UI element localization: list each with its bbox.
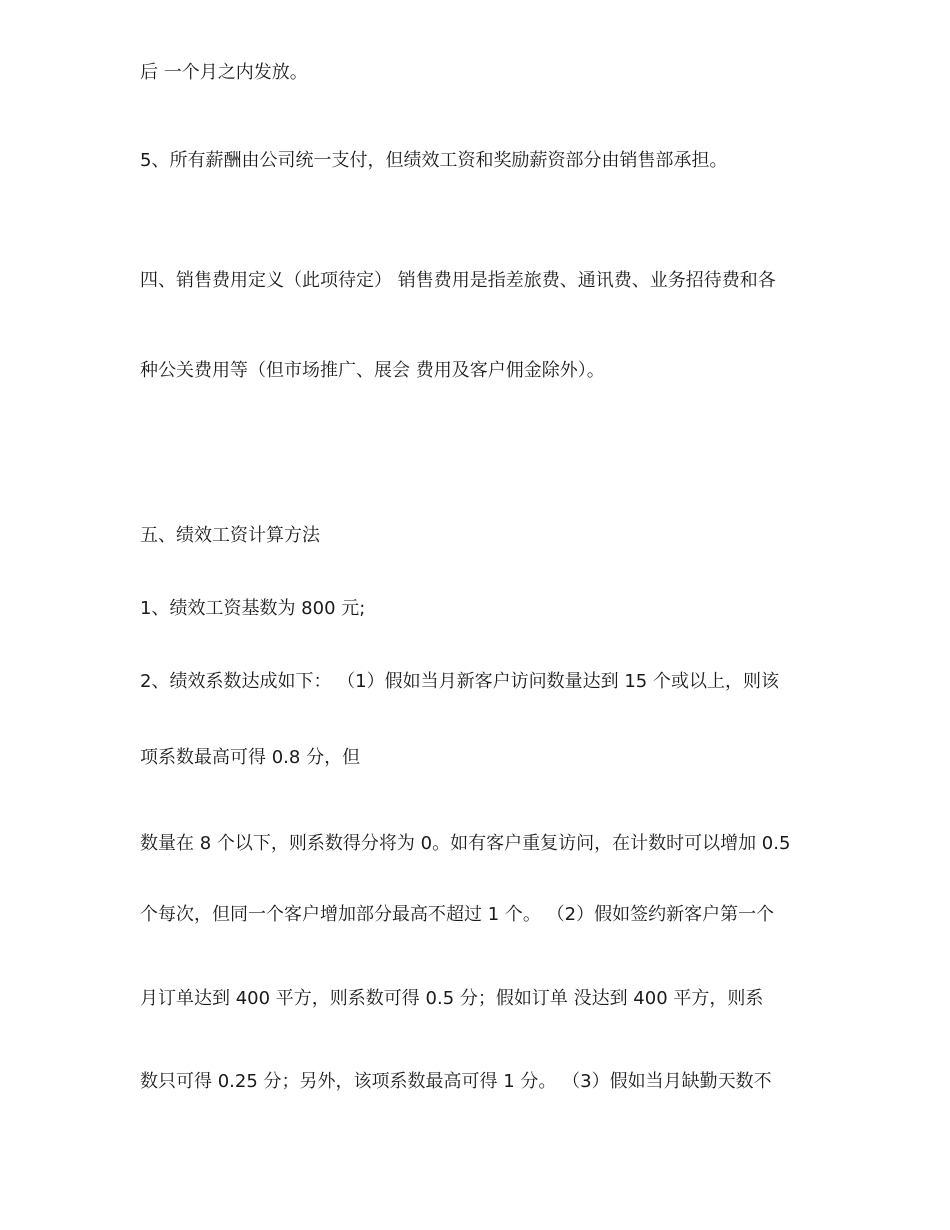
text-line-10: 个每次，但同一个客户增加部分最高不超过 1 个。 （2）假如签约新客户第一个: [140, 904, 775, 925]
text-line-1: 后 一个月之内发放。: [140, 62, 308, 83]
text-line-4: 种公关费用等（但市场推广、展会 费用及客户佣金除外）。: [140, 360, 605, 381]
text-line-12: 数只可得 0.25 分；另外，该项系数最高可得 1 分。 （3）假如当月缺勤天数不: [140, 1071, 772, 1092]
text-line-8: 项系数最高可得 0.8 分，但: [140, 747, 361, 768]
text-line-3: 四、销售费用定义（此项待定） 销售费用是指差旅费、通讯费、业务招待费和各: [140, 270, 776, 291]
section-heading: 五、绩效工资计算方法: [140, 525, 320, 546]
text-line-7: 2、绩效系数达成如下： （1）假如当月新客户访问数量达到 15 个或以上，则该: [140, 671, 779, 692]
text-line-9: 数量在 8 个以下，则系数得分将为 0。如有客户重复访问，在计数时可以增加 0.5: [140, 833, 791, 854]
text-line-11: 月订单达到 400 平方，则系数可得 0.5 分；假如订单 没达到 400 平方，则系: [140, 988, 764, 1009]
text-line-6: 1、绩效工资基数为 800 元;: [140, 598, 366, 619]
text-line-2: 5、所有薪酬由公司统一支付，但绩效工资和奖励薪资部分由销售部承担。: [140, 150, 728, 171]
